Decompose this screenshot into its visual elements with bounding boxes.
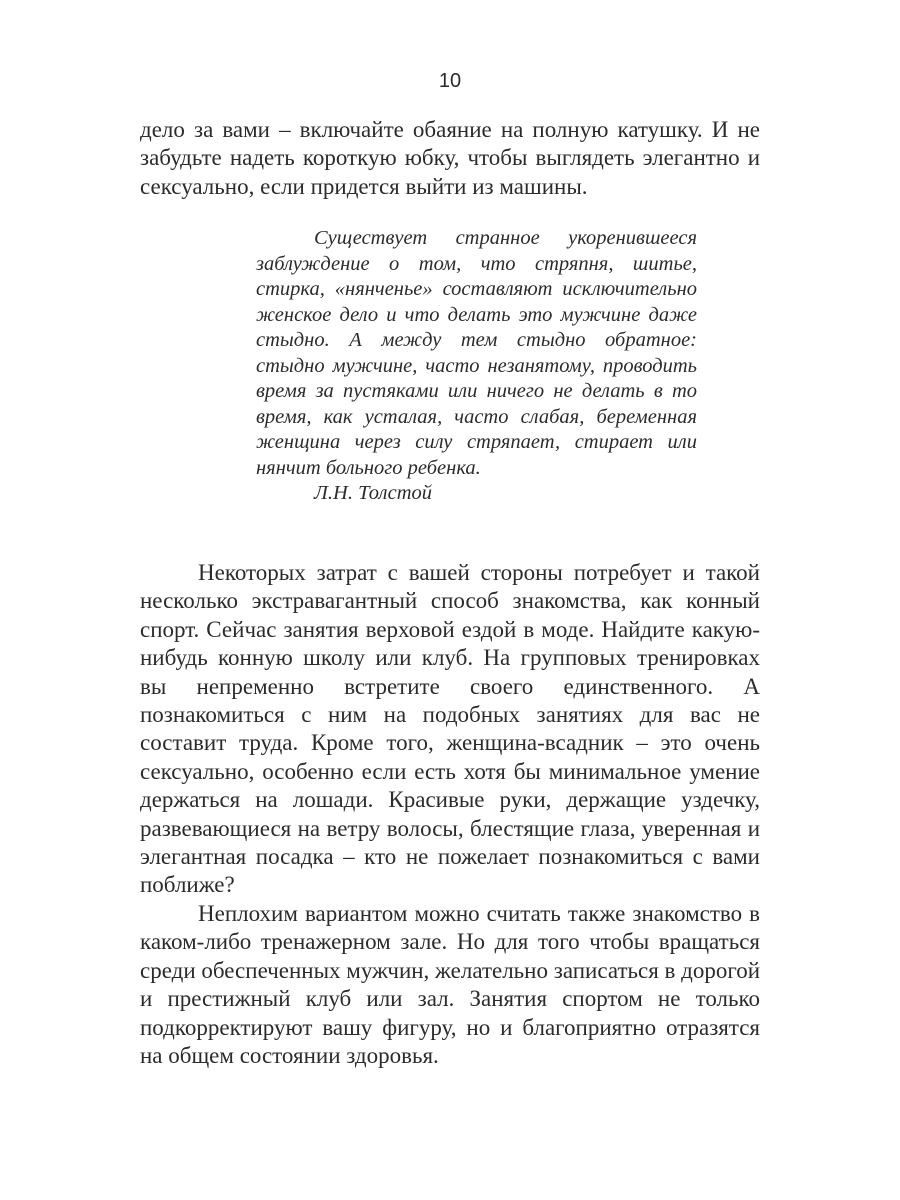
paragraph-horse-riding: Некоторых затрат с вашей стороны потребует и такой несколько экстравагантный способ знакомства, как конный спорт. Сейчас занятия верховой ездой в моде. Найдите какую-нибудь конную школу или клуб. На групповых тренировках вы непременно встретите своего единственного. А познакомиться с ним на подобных занятиях для вас не составит труда. Кроме того, женщина-всадник – это очень сексуально, особенно если есть хотя бы минимальное умение держаться на лошади. Красивые руки, держащие уздечку, развевающиеся на ветру волосы, блестящие глаза, уверенная и элегантная посадка – кто не пожелает познакомиться с вами поближе?: [140, 560, 760, 898]
page-number: 10: [438, 70, 462, 92]
epigraph: [256, 226, 697, 507]
epigraph-quote: Существует странное укоренившееся заблуждение о том, что стряпня, шитье, стирка, «нянченье» составляют исключительно женское дело и что делать это мужчине даже стыдно. А между тем стыдно обратное: стыдно мужчине, часто незанятому, проводить время за пустяками или ничего не делать в то время, как усталая, часто слабая, беременная женщина через силу стряпает, стирает или нянчит больного ребенка.: [256, 227, 697, 479]
epigraph-author: Л.Н. Толстой: [314, 482, 433, 504]
paragraph-gym: Неплохим вариантом можно считать также знакомство в каком-либо тренажерном зале. Но для того чтобы вращаться среди обеспеченных мужчин, желательно записаться в дорогой и престижный клуб или зал. Занятия спортом не только подкорректируют вашу фигуру, но и благоприятно отразятся на общем состоянии здоровья.: [140, 900, 761, 1068]
main-text-block: [140, 559, 760, 1070]
continuation-text-block: [140, 116, 760, 201]
continuation-paragraph: дело за вами – включайте обаяние на полную катушку. И не забудьте надеть короткую юбку, чтобы выглядеть элегантно и сексуально, если придется выйти из машины.: [140, 117, 760, 199]
